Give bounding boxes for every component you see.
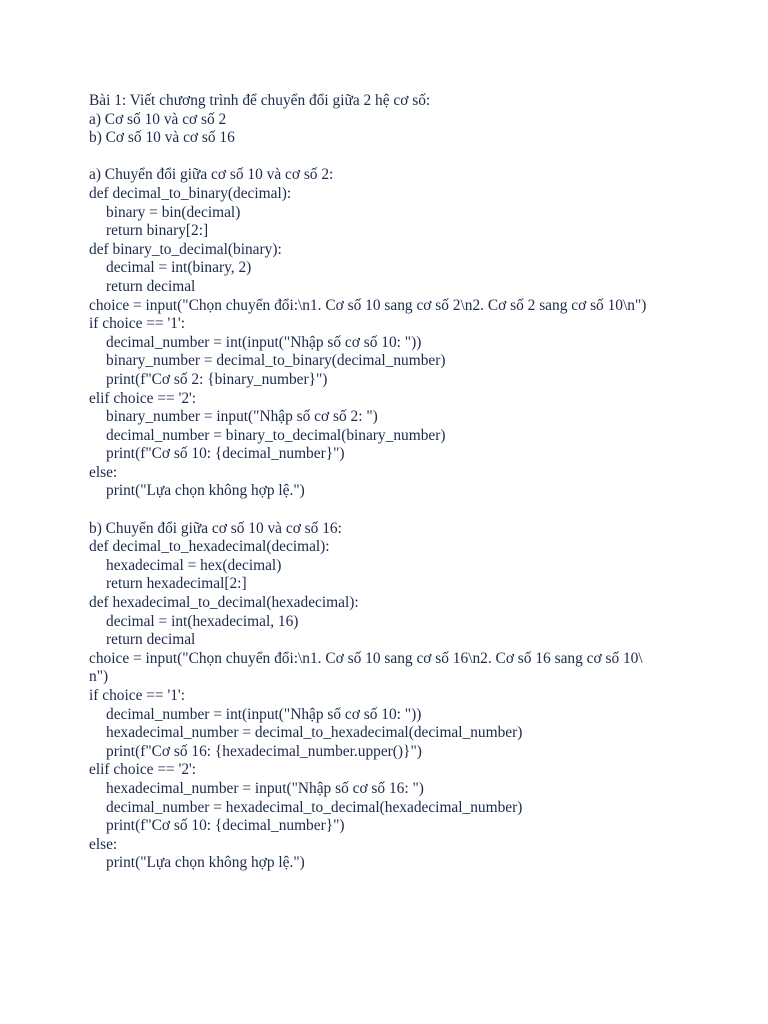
section-b-heading: b) Chuyển đổi giữa cơ số 10 và cơ số 16:	[89, 519, 342, 537]
exercise-title: Bài 1: Viết chương trình để chuyển đổi giữa 2 hệ cơ số:	[89, 92, 431, 109]
code-line: decimal_number = hexadecimal_to_decimal(hexadecimal_number)	[106, 798, 523, 816]
code-line: choice = input("Chọn chuyển đổi:\n1. Cơ số 10 sang cơ số 16\n2. Cơ số 16 sang cơ số 10\	[89, 649, 643, 667]
code-line: hexadecimal = hex(decimal)	[106, 556, 282, 574]
code-line: def binary_to_decimal(binary):	[89, 240, 282, 258]
code-line: print(f"Cơ số 16: {hexadecimal_number.upper()}")	[106, 742, 422, 760]
code-line: def decimal_to_binary(decimal):	[89, 184, 292, 202]
code-line: return decimal	[106, 277, 196, 295]
code-line: hexadecimal_number = decimal_to_hexadecimal(decimal_number)	[106, 724, 523, 742]
code-line: return decimal	[106, 631, 196, 649]
code-line: else:	[89, 835, 118, 853]
code-line: print("Lựa chọn không hợp lệ.")	[106, 854, 305, 872]
code-line: decimal = int(hexadecimal, 16)	[106, 612, 299, 630]
code-line: hexadecimal_number = input("Nhập số cơ số 16: ")	[106, 779, 424, 797]
exercise-option-a: a) Cơ số 10 và cơ số 2	[89, 110, 227, 128]
code-line: if choice == '1':	[89, 315, 185, 333]
section-a-heading: a) Chuyển đổi giữa cơ số 10 và cơ số 2:	[89, 166, 334, 184]
blank-line	[89, 501, 728, 520]
code-line: choice = input("Chọn chuyển đổi:\n1. Cơ số 10 sang cơ số 2\n2. Cơ số 2 sang cơ số 10\n")	[89, 296, 647, 314]
code-line: binary_number = input("Nhập số cơ số 2: ")	[106, 408, 378, 426]
code-line: print("Lựa chọn không hợp lệ.")	[106, 482, 305, 500]
code-line: decimal_number = int(input("Nhập số cơ số 10: "))	[106, 705, 422, 723]
code-line: return binary[2:]	[106, 222, 209, 240]
code-line: elif choice == '2':	[89, 761, 197, 779]
code-line: print(f"Cơ số 10: {decimal_number}")	[106, 445, 345, 463]
code-line: decimal_number = int(input("Nhập số cơ số 10: "))	[106, 333, 422, 351]
code-line: decimal = int(binary, 2)	[106, 259, 252, 277]
exercise-option-b: b) Cơ số 10 và cơ số 16	[89, 129, 235, 147]
code-line: else:	[89, 463, 118, 481]
code-line: n")	[89, 668, 109, 686]
code-line: return hexadecimal[2:]	[106, 575, 247, 593]
code-line: print(f"Cơ số 2: {binary_number}")	[106, 370, 328, 388]
code-line: def hexadecimal_to_decimal(hexadecimal):	[89, 594, 359, 612]
code-line: elif choice == '2':	[89, 389, 197, 407]
code-line: if choice == '1':	[89, 687, 185, 704]
code-line: binary_number = decimal_to_binary(decimal_number)	[106, 352, 446, 370]
blank-line	[89, 148, 728, 167]
code-line: binary = bin(decimal)	[106, 203, 241, 221]
code-line: def decimal_to_hexadecimal(decimal):	[89, 538, 330, 556]
code-line: print(f"Cơ số 10: {decimal_number}")	[106, 817, 345, 835]
code-line: decimal_number = binary_to_decimal(binary_number)	[106, 426, 446, 444]
